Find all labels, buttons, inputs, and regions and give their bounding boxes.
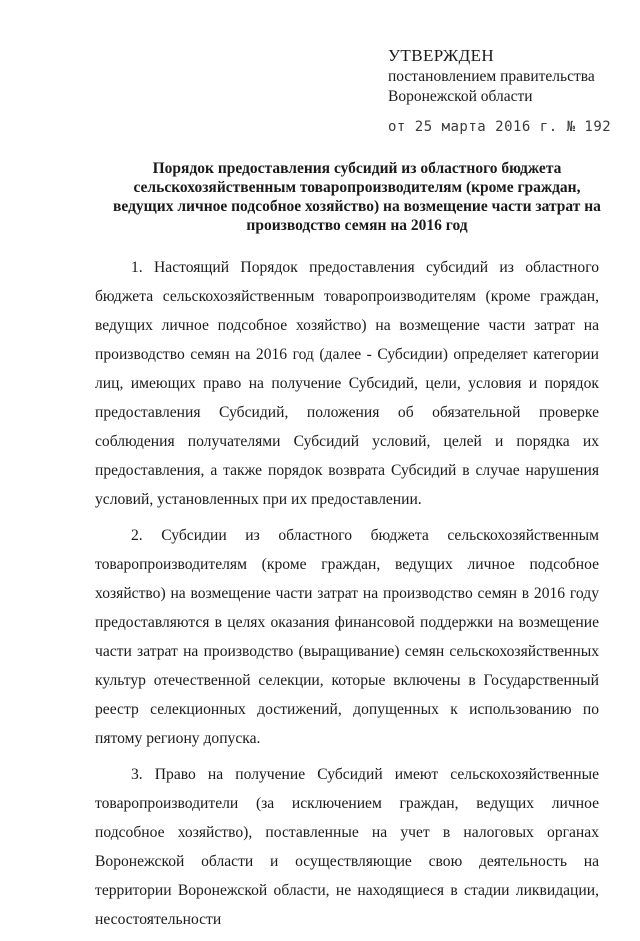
paragraph-3: 3. Право на получение Субсидий имеют сельскохозяйственные товаропроизводители (за исключением граждан, ведущих личное подсобное хозяйство), поставленные на учет в налоговых органах Воронежской области и осуществляющие свою деятельность на территории Воронежской области, не находящиеся в стадии ликвидации, несостоятельности	[95, 766, 599, 928]
paragraph-1: 1. Настоящий Порядок предоставления субсидий из областного бюджета сельскохозяйственным товаропроизводителям (кроме граждан, ведущих личное подсобное хозяйство) на возмещение части затрат на производство семян на 2016 год (далее - Субсидии) определяет категории лиц, имеющих право на получение Субсидий, цели, условия и порядок предоставления Субсидий, положения об обязательной проверке соблюдения получателями Субсидий условий, целей и порядка их предоставления, а также порядок возврата Субсидий в случае нарушения условий, установленных при их предоставлении.	[95, 259, 599, 508]
paragraph-2: 2. Субсидии из областного бюджета сельскохозяйственным товаропроизводителям (кроме граждан, ведущих личное подсобное хозяйство) на возмещение части затрат на производство семян в 2016 году предоставляются в целях оказания финансовой поддержки на возмещение части затрат на производство (выращивание) семян сельскохозяйственных культур отечественной селекции, которые включены в Государственный реестр селекционных достижений, допущенных к использованию по пятому региону допуска.	[95, 527, 599, 747]
approval-date-number: от 25 марта 2016 г. № 192	[388, 119, 612, 135]
approval-block	[388, 46, 611, 137]
approval-title: УТВЕРЖДЕН	[388, 46, 495, 65]
document-title: Порядок предоставления субсидий из областного бюджета сельскохозяйственным товаропроизводителям (кроме граждан, ведущих личное подсобное хозяйство) на возмещение части затрат на производство семян на 2016 год	[113, 160, 601, 234]
approval-line-2: Воронежской области	[388, 88, 533, 105]
approval-line-1: постановлением правительства	[388, 68, 595, 85]
document-body	[95, 253, 599, 941]
